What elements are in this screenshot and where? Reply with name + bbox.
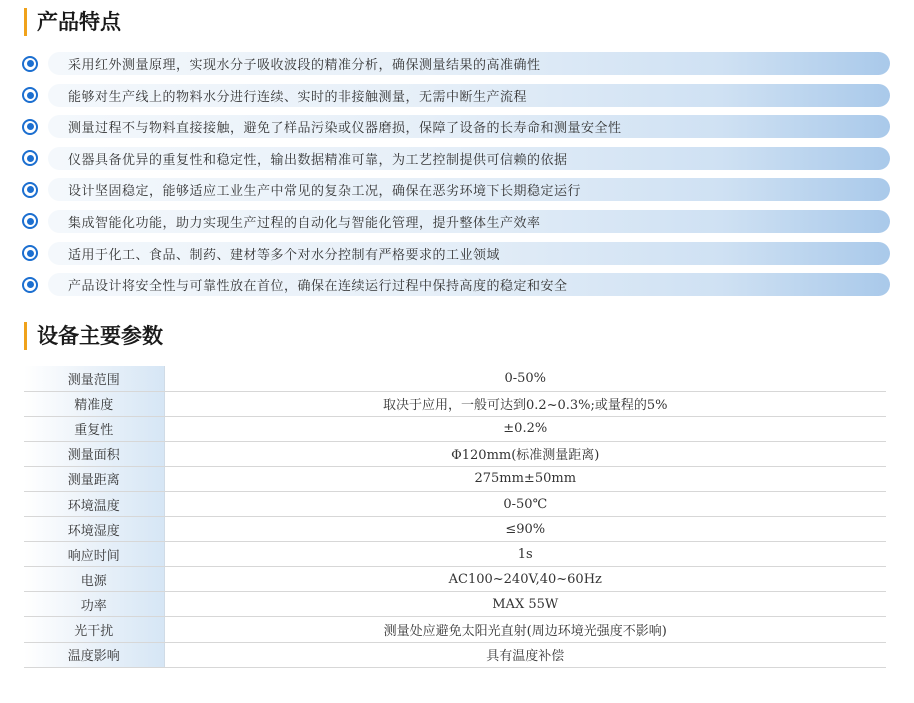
circle-bullet-icon	[22, 213, 38, 229]
table-row	[24, 642, 886, 667]
circle-bullet-icon	[22, 119, 38, 135]
feature-text: 集成智能化功能，助力实现生产过程的自动化与智能化管理，提升整体生产效率	[48, 210, 890, 233]
feature-item	[22, 242, 890, 265]
param-label: 测量范围	[24, 366, 164, 391]
feature-text: 采用红外测量原理，实现水分子吸收波段的精准分析，确保测量结果的高准确性	[48, 52, 890, 75]
param-value: Φ120mm(标准测量距离)	[164, 441, 886, 466]
param-value: ±0.2%	[164, 416, 886, 441]
param-label: 精准度	[24, 391, 164, 416]
param-value: 275mm±50mm	[164, 466, 886, 491]
table-row	[24, 592, 886, 617]
param-value: 0-50%	[164, 366, 886, 391]
param-label: 环境湿度	[24, 517, 164, 542]
feature-item	[22, 52, 890, 75]
feature-item	[22, 178, 890, 201]
params-table	[24, 366, 886, 668]
param-value: 1s	[164, 542, 886, 567]
param-value: ≤90%	[164, 517, 886, 542]
param-label: 电源	[24, 567, 164, 592]
param-value: AC100~240V,40~60Hz	[164, 567, 886, 592]
circle-bullet-icon	[22, 277, 38, 293]
features-section-title: 产品特点	[24, 8, 121, 36]
feature-text: 能够对生产线上的物料水分进行连续、实时的非接触测量，无需中断生产流程	[48, 84, 890, 107]
circle-bullet-icon	[22, 182, 38, 198]
table-row	[24, 416, 886, 441]
table-row	[24, 617, 886, 642]
param-value: 具有温度补偿	[164, 642, 886, 667]
table-row	[24, 491, 886, 516]
param-label: 光干扰	[24, 617, 164, 642]
param-label: 功率	[24, 592, 164, 617]
param-label: 测量距离	[24, 466, 164, 491]
params-section-title: 设备主要参数	[24, 322, 163, 350]
param-label: 温度影响	[24, 642, 164, 667]
table-row	[24, 567, 886, 592]
feature-text: 适用于化工、食品、制药、建材等多个对水分控制有严格要求的工业领域	[48, 242, 890, 265]
circle-bullet-icon	[22, 150, 38, 166]
param-value: 测量处应避免太阳光直射(周边环境光强度不影响)	[164, 617, 886, 642]
feature-item	[22, 115, 890, 138]
table-row	[24, 517, 886, 542]
table-row	[24, 441, 886, 466]
param-label: 响应时间	[24, 542, 164, 567]
param-label: 测量面积	[24, 441, 164, 466]
feature-text: 产品设计将安全性与可靠性放在首位，确保在连续运行过程中保持高度的稳定和安全	[48, 273, 890, 296]
feature-item	[22, 273, 890, 296]
table-row	[24, 466, 886, 491]
feature-item	[22, 147, 890, 170]
table-row	[24, 542, 886, 567]
table-row	[24, 391, 886, 416]
circle-bullet-icon	[22, 245, 38, 261]
param-value: MAX 55W	[164, 592, 886, 617]
table-row	[24, 366, 886, 391]
param-label: 重复性	[24, 416, 164, 441]
feature-item	[22, 210, 890, 233]
param-value: 0-50℃	[164, 491, 886, 516]
feature-text: 仪器具备优异的重复性和稳定性，输出数据精准可靠，为工艺控制提供可信赖的依据	[48, 147, 890, 170]
param-value: 取决于应用，一般可达到0.2~0.3%;或量程的5%	[164, 391, 886, 416]
feature-item	[22, 84, 890, 107]
features-list	[22, 52, 890, 305]
feature-text: 设计坚固稳定，能够适应工业生产中常见的复杂工况，确保在恶劣环境下长期稳定运行	[48, 178, 890, 201]
circle-bullet-icon	[22, 87, 38, 103]
circle-bullet-icon	[22, 56, 38, 72]
feature-text: 测量过程不与物料直接接触，避免了样品污染或仪器磨损，保障了设备的长寿命和测量安全性	[48, 115, 890, 138]
param-label: 环境温度	[24, 491, 164, 516]
